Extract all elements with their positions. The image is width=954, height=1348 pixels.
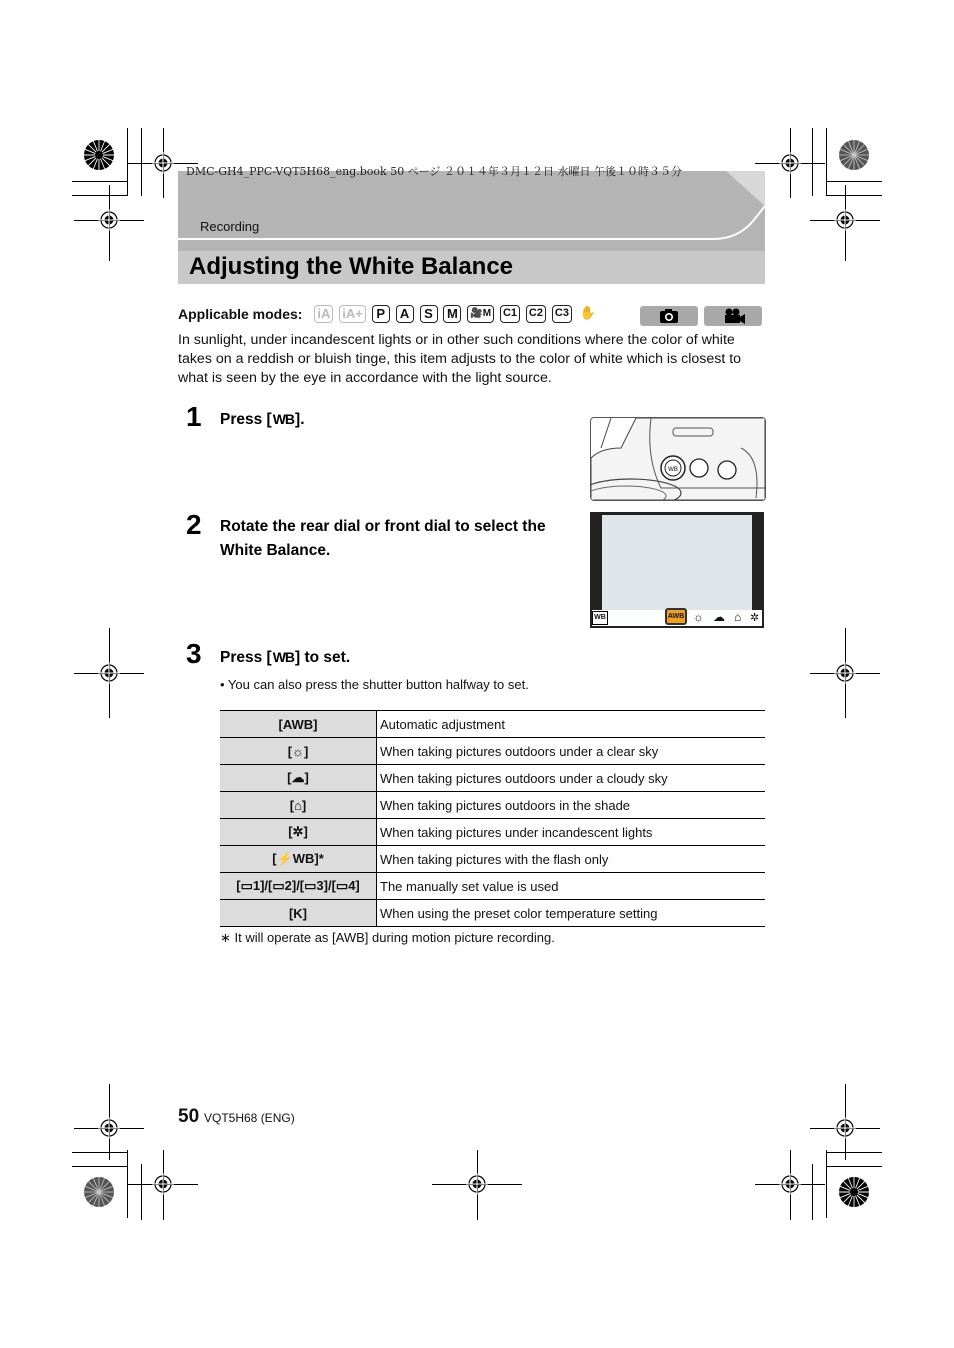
step-number: 3 bbox=[186, 638, 202, 669]
step-1-text bbox=[220, 407, 305, 432]
step-text-post: ] to set. bbox=[295, 649, 351, 666]
table-row bbox=[220, 792, 765, 819]
video-mode-tag bbox=[704, 306, 762, 326]
intro-paragraph: In sunlight, under incandescent lights or in other such conditions where the color of white takes on a reddish or bluish tinge, this item adjusts to the color of white which is closest to what is seen by the eye in accordance with the light source. bbox=[178, 332, 742, 386]
header-curve bbox=[178, 171, 765, 241]
section-label: Recording bbox=[200, 219, 260, 234]
wb-symbol: [✲] bbox=[220, 819, 377, 846]
wb-description: When taking pictures with the flash only bbox=[377, 846, 766, 873]
wb-icon: WB bbox=[272, 411, 295, 427]
table-row bbox=[220, 900, 765, 927]
page-title: Adjusting the White Balance bbox=[189, 253, 514, 280]
wb-symbol: [K] bbox=[220, 900, 377, 927]
camera-icon bbox=[640, 306, 698, 326]
wb-symbol: [▭1]/[▭2]/[▭3]/[▭4] bbox=[220, 873, 377, 900]
wb-icon: WB bbox=[272, 649, 295, 665]
mode-icon: M bbox=[443, 305, 461, 323]
applicable-modes bbox=[178, 305, 600, 323]
shade-icon: ⌂ bbox=[734, 610, 742, 624]
step-text-pre: Press [ bbox=[220, 411, 272, 428]
white-balance-table bbox=[220, 710, 765, 927]
table-row bbox=[220, 873, 765, 900]
page-code: VQT5H68 (ENG) bbox=[204, 1111, 295, 1125]
menu-wb-icon: WB bbox=[592, 611, 608, 625]
wb-description: When using the preset color temperature setting bbox=[377, 900, 766, 927]
wb-description: Automatic adjustment bbox=[377, 711, 766, 738]
incandescent-icon: ✲ bbox=[750, 612, 760, 624]
movie-camera-icon bbox=[704, 306, 762, 326]
wb-menu-strip bbox=[592, 610, 762, 626]
wb-symbol: [AWB] bbox=[220, 711, 377, 738]
mode-icon: P bbox=[372, 305, 390, 323]
step-text-post: ]. bbox=[295, 411, 305, 428]
step-text-pre: Press [ bbox=[220, 649, 272, 666]
wb-symbol: [⚡WB]* bbox=[220, 846, 377, 873]
wb-description: The manually set value is used bbox=[377, 873, 766, 900]
step-number: 1 bbox=[186, 401, 202, 432]
awb-selected-option[interactable]: AWB bbox=[665, 608, 687, 625]
applicable-modes-label: Applicable modes: bbox=[178, 306, 303, 323]
sun-icon: ☼ bbox=[693, 610, 704, 624]
wb-description: When taking pictures outdoors under a clear sky bbox=[377, 738, 766, 765]
wb-symbol: [☁] bbox=[220, 765, 377, 792]
lcd-preview bbox=[602, 515, 752, 610]
wb-symbol: [⌂] bbox=[220, 792, 377, 819]
wb-description: When taking pictures outdoors under a cloudy sky bbox=[377, 765, 766, 792]
footnote: ∗ It will operate as [AWB] during motion picture recording. bbox=[220, 930, 555, 945]
bullet-note: • You can also press the shutter button halfway to set. bbox=[220, 677, 529, 692]
cloud-icon: ☁ bbox=[713, 610, 725, 624]
mode-icon: C3 bbox=[552, 305, 572, 323]
step-number: 2 bbox=[186, 509, 202, 540]
table-row bbox=[220, 846, 765, 873]
page-number: 50 bbox=[178, 1106, 200, 1127]
table-row bbox=[220, 819, 765, 846]
mode-icon: C2 bbox=[526, 305, 546, 323]
mode-icon: iA+ bbox=[339, 305, 366, 323]
wb-symbol: [☼] bbox=[220, 738, 377, 765]
step-2-text: Rotate the rear dial or front dial to select the White Balance. bbox=[220, 518, 546, 559]
wb-description: When taking pictures under incandescent lights bbox=[377, 819, 766, 846]
wb-description: When taking pictures outdoors in the shade bbox=[377, 792, 766, 819]
camera-back-illustration bbox=[590, 417, 766, 501]
step-3-text bbox=[220, 645, 350, 670]
mode-icon: iA bbox=[314, 305, 333, 323]
print-header: DMC-GH4_PPC-VQT5H68_eng.book 50 ページ ２０１４年３月１２日 水曜日 午後１０時３５分 bbox=[186, 165, 682, 178]
mode-icon: A bbox=[396, 305, 414, 323]
lcd-screen-illustration bbox=[590, 512, 764, 628]
mode-icon: S bbox=[420, 305, 438, 323]
camera-body-drawing bbox=[591, 418, 765, 500]
mode-icon: C1 bbox=[500, 305, 520, 323]
mode-icon: ✋ bbox=[579, 305, 597, 321]
table-row bbox=[220, 738, 765, 765]
table-row bbox=[220, 765, 765, 792]
mode-icon: 🎥M bbox=[467, 305, 494, 323]
photo-mode-tag bbox=[640, 306, 698, 326]
svg-text:WB: WB bbox=[668, 467, 678, 473]
table-row bbox=[220, 711, 765, 738]
